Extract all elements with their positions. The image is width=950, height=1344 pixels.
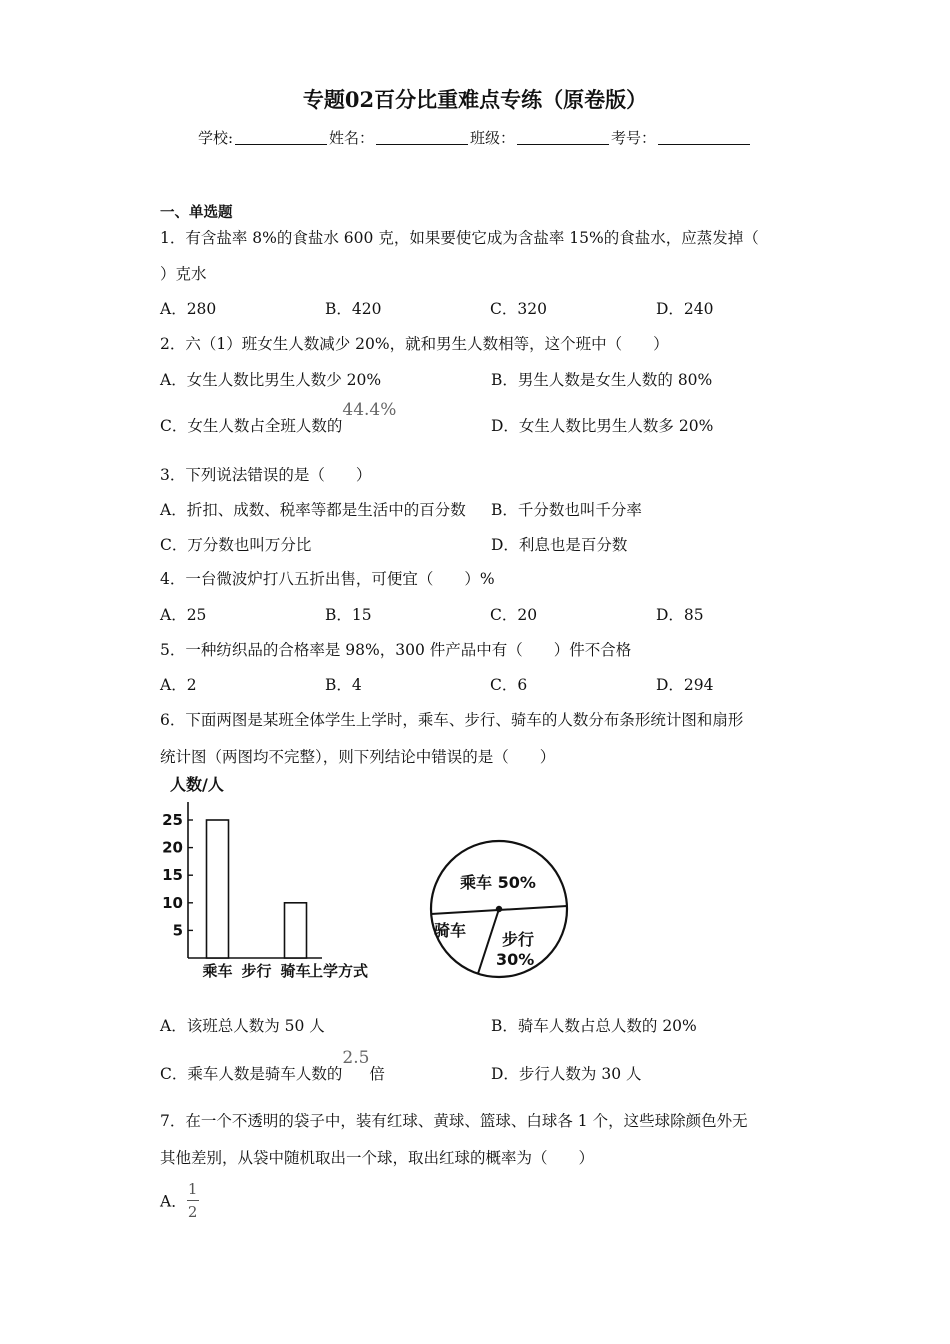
- bar-chart-ytick-label: 5: [172, 921, 183, 940]
- q3-text: 3．下列说法错误的是（ ）: [160, 466, 372, 484]
- q6-option-c-value: 2.5: [342, 1048, 370, 1068]
- q2-option-c-value: 44.4%: [342, 400, 397, 420]
- q4-option-c[interactable]: C．20: [490, 606, 538, 624]
- q3-option-c[interactable]: C．万分数也叫万分比: [160, 536, 312, 554]
- bar-chart-category-label: 骑车: [280, 962, 311, 980]
- q4-option-d[interactable]: D．85: [656, 606, 704, 624]
- q4-option-a[interactable]: A．25: [160, 606, 207, 624]
- bar-chart-ytick-label: 20: [162, 838, 183, 857]
- q5-text: 5．一种纺织品的合格率是 98%，300 件产品中有（ ）件不合格: [160, 641, 632, 659]
- q2-text: 2．六（1）班女生人数减少 20%，就和男生人数相等，这个班中（ ）: [160, 335, 669, 353]
- q6-option-c[interactable]: [160, 1048, 385, 1084]
- q6-option-d[interactable]: D．步行人数为 30 人: [491, 1065, 642, 1083]
- q1-option-b[interactable]: B．420: [325, 300, 382, 318]
- q7-line2: 其他差别，从袋中随机取出一个球，取出红球的概率为（ ）: [160, 1149, 595, 1167]
- pie-label-bus: 乘车 50%: [460, 873, 536, 892]
- student-info-line: [0, 127, 950, 148]
- q4-option-b[interactable]: B．15: [325, 606, 372, 624]
- school-label: 学校:: [197, 129, 233, 147]
- bar-chart: [150, 770, 390, 985]
- fraction-bar: [187, 1200, 199, 1201]
- q7-option-a-fraction: [187, 1180, 199, 1221]
- q1-line1: 1．有含盐率 8%的食盐水 600 克，如果要使它成为含盐率 15%的食盐水，应蒸发掉（: [160, 229, 759, 247]
- bar-chart-xlabel: 上学方式: [308, 962, 369, 980]
- bar-chart-category-label: 步行: [241, 962, 272, 980]
- pie-label-walk: 步行: [502, 930, 535, 949]
- bar-2: [285, 903, 307, 958]
- q1-line2: ）克水: [160, 265, 207, 283]
- school-blank[interactable]: [235, 130, 327, 145]
- q5-option-a[interactable]: A．2: [160, 676, 197, 694]
- q2-option-c[interactable]: [160, 400, 397, 436]
- q6-option-b[interactable]: B．骑车人数占总人数的 20%: [491, 1017, 697, 1035]
- exam-no-blank[interactable]: [658, 130, 750, 145]
- q3-option-b[interactable]: B．千分数也叫千分率: [491, 501, 642, 519]
- q5-option-c[interactable]: C．6: [490, 676, 528, 694]
- q2-option-b[interactable]: B．男生人数是女生人数的 80%: [491, 371, 713, 389]
- q3-option-a[interactable]: A．折扣、成数、税率等都是生活中的百分数: [160, 501, 466, 519]
- q2-option-d[interactable]: D．女生人数比男生人数多 20%: [491, 417, 714, 435]
- bar-chart-category-label: 乘车: [202, 962, 233, 980]
- pie-center-dot: [496, 906, 502, 912]
- bar-chart-ylabel: 人数/人: [170, 775, 224, 794]
- q2-option-a[interactable]: A．女生人数比男生人数少 20%: [160, 371, 382, 389]
- q6-line1: 6．下面两图是某班全体学生上学时，乘车、步行、骑车的人数分布条形统计图和扇形: [160, 711, 744, 729]
- fraction-denominator: 2: [187, 1203, 198, 1221]
- name-blank[interactable]: [376, 130, 468, 145]
- q1-option-a[interactable]: A．280: [160, 300, 217, 318]
- q5-option-b[interactable]: B．4: [325, 676, 362, 694]
- section-title: 一、单选题: [160, 204, 233, 221]
- q2-option-c-text: C．女生人数占全班人数的: [160, 417, 343, 435]
- class-blank[interactable]: [517, 130, 609, 145]
- bar-chart-ytick-label: 10: [162, 893, 183, 912]
- bar-chart-ytick-label: 15: [162, 866, 183, 885]
- bar-0: [207, 820, 229, 958]
- q1-option-c[interactable]: C．320: [490, 300, 547, 318]
- q5-option-d[interactable]: D．294: [656, 676, 714, 694]
- pie-chart: [420, 832, 580, 992]
- fraction-numerator: 1: [187, 1180, 198, 1198]
- q6-option-c-suffix: 倍: [369, 1065, 385, 1083]
- q4-text: 4．一台微波炉打八五折出售，可便宜（ ）%: [160, 570, 495, 588]
- q3-option-d[interactable]: D．利息也是百分数: [491, 536, 628, 554]
- class-label: 班级：: [470, 129, 516, 147]
- q6-line2: 统计图（两图均不完整），则下列结论中错误的是（ ）: [160, 748, 556, 766]
- q6-option-c-text: C．乘车人数是骑车人数的: [160, 1065, 343, 1083]
- exam-no-label: 考号：: [611, 129, 657, 147]
- page-title: 专题02百分比重难点专练（原卷版）: [302, 87, 648, 112]
- q6-option-a[interactable]: A．该班总人数为 50 人: [160, 1017, 325, 1035]
- bar-chart-ytick-label: 25: [162, 811, 183, 829]
- name-label: 姓名：: [329, 129, 375, 147]
- pie-label-walk-percent: 30%: [496, 950, 535, 969]
- q7-line1: 7．在一个不透明的袋子中，装有红球、黄球、篮球、白球各 1 个，这些球除颜色外无: [160, 1112, 748, 1130]
- q1-option-d[interactable]: D．240: [656, 300, 714, 318]
- pie-label-bike: 骑车: [434, 921, 467, 940]
- q7-option-a-label: A．: [160, 1192, 187, 1211]
- q7-option-a[interactable]: [160, 1180, 199, 1221]
